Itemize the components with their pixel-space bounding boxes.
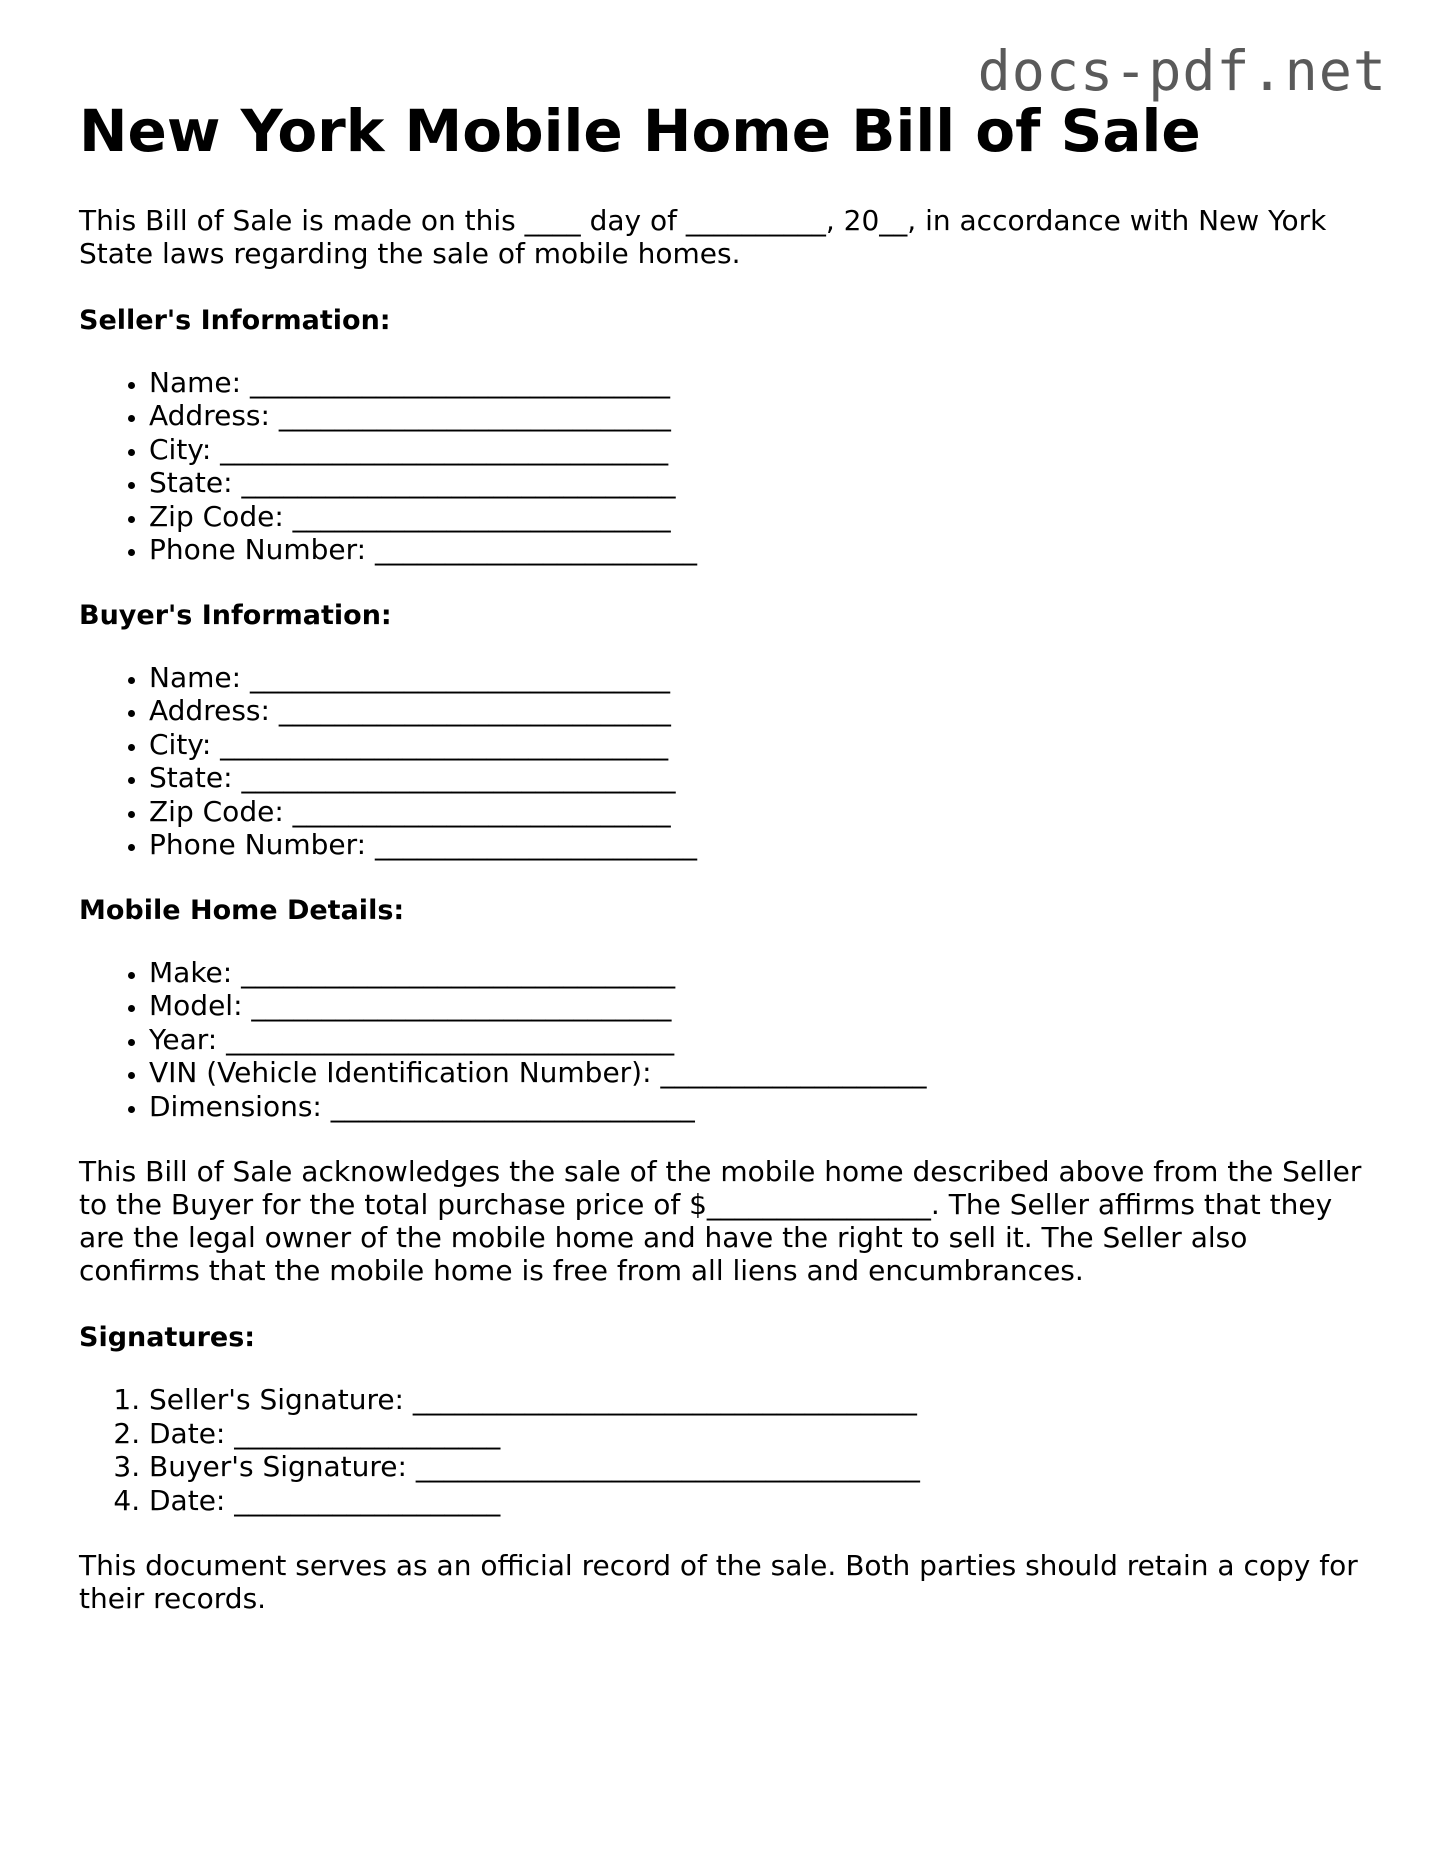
buyer-name-field: • Name: ______________________________ bbox=[149, 661, 1369, 695]
buyer-city-field: • City: ________________________________ bbox=[149, 728, 1369, 762]
buyer-state-field: • State: _______________________________ bbox=[149, 761, 1369, 795]
mobile-home-heading: Mobile Home Details: bbox=[79, 894, 405, 926]
seller-phone-field: • Phone Number: _______________________ bbox=[149, 533, 1369, 567]
buyer-heading: Buyer's Information: bbox=[79, 599, 392, 631]
seller-zip-field: • Zip Code: ___________________________ bbox=[149, 500, 1369, 534]
buyer-date-field: 4. Date: ___________________ bbox=[149, 1484, 1369, 1518]
intro-paragraph: This Bill of Sale is made on this ____ day of __________, 20__, in accordance with New York State laws regarding the sale of mobile homes. bbox=[79, 203, 1327, 270]
signatures-list bbox=[79, 1383, 1369, 1517]
closing-paragraph: This document serves as an official record of the sale. Both parties should retain a copy for their records. bbox=[79, 1549, 1358, 1616]
seller-signature-field: 1. Seller's Signature: ____________________________________ bbox=[149, 1383, 1369, 1417]
watermark: docs-pdf.net bbox=[977, 39, 1387, 103]
year-field: • Year: ________________________________ bbox=[149, 1023, 1369, 1057]
document-page bbox=[79, 97, 1369, 1649]
dimensions-field: • Dimensions: __________________________ bbox=[149, 1090, 1369, 1124]
vin-field: • VIN (Vehicle Identification Number): ___________________ bbox=[149, 1056, 1369, 1090]
mobile-home-details-list bbox=[79, 956, 1369, 1124]
document-title: New York Mobile Home Bill of Sale bbox=[79, 97, 1201, 165]
buyer-signature-field: 3. Buyer's Signature: ____________________________________ bbox=[149, 1450, 1369, 1484]
buyer-phone-field: • Phone Number: _______________________ bbox=[149, 828, 1369, 862]
buyer-zip-field: • Zip Code: ___________________________ bbox=[149, 795, 1369, 829]
signatures-heading: Signatures: bbox=[79, 1322, 256, 1354]
buyer-info-list bbox=[79, 661, 1369, 862]
buyer-address-field: • Address: ____________________________ bbox=[149, 694, 1369, 728]
model-field: • Model: ______________________________ bbox=[149, 989, 1369, 1023]
seller-date-field: 2. Date: ___________________ bbox=[149, 1417, 1369, 1451]
seller-address-field: • Address: ____________________________ bbox=[149, 399, 1369, 433]
seller-info-list bbox=[79, 366, 1369, 567]
seller-city-field: • City: ________________________________ bbox=[149, 433, 1369, 467]
seller-name-field: • Name: ______________________________ bbox=[149, 366, 1369, 400]
acknowledgement-paragraph: This Bill of Sale acknowledges the sale of the mobile home described above from the Seller to the Buyer for the total purchase price of $________________. The Seller affirms that they are the legal owner of the mobile home and have the right to sell it. The Seller also confirms that the mobile home is free from all liens and encumbrances. bbox=[79, 1155, 1362, 1288]
seller-state-field: • State: _______________________________ bbox=[149, 466, 1369, 500]
make-field: • Make: _______________________________ bbox=[149, 956, 1369, 990]
seller-heading: Seller's Information: bbox=[79, 304, 391, 336]
